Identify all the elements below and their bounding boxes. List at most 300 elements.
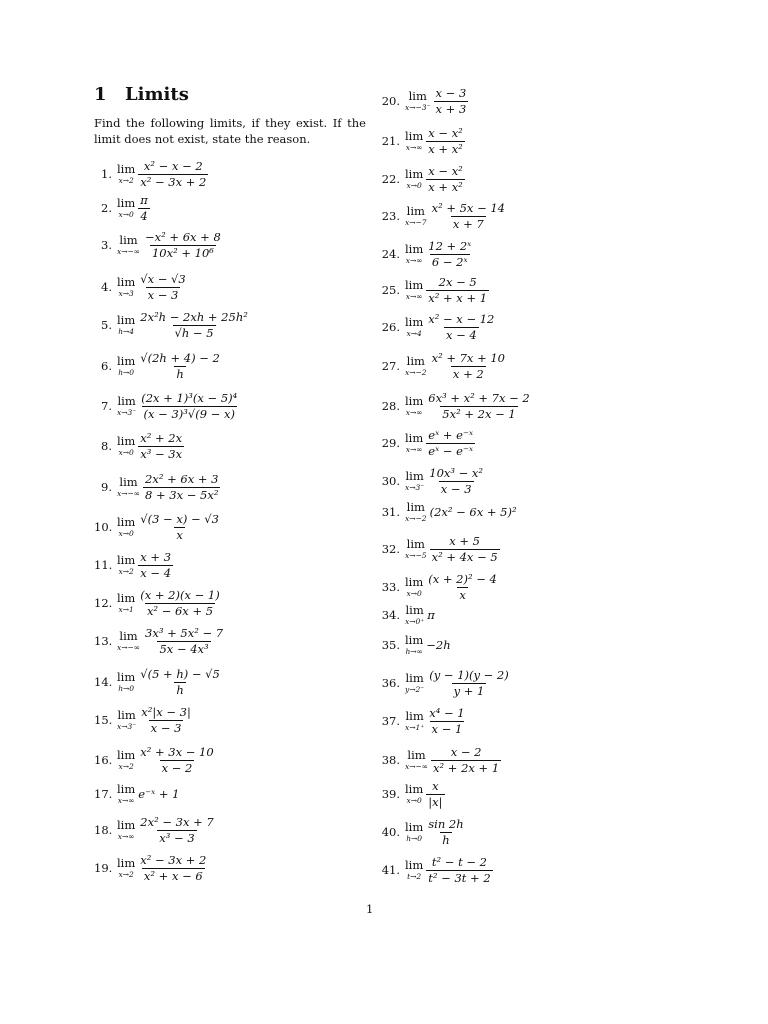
problem-number: 12.	[94, 596, 113, 610]
limit-subscript: x→0	[406, 795, 422, 805]
problem-item	[94, 193, 150, 223]
denominator: x	[176, 527, 183, 542]
numerator: √(2h + 4) − 2	[140, 350, 220, 365]
limit-subscript: x→−2	[405, 513, 427, 523]
problem-number: 34.	[381, 608, 400, 622]
lim-word: lim	[405, 431, 424, 445]
numerator: x − x²	[428, 163, 463, 178]
fraction	[138, 668, 222, 696]
denominator: x − 4	[140, 565, 172, 580]
limit-operator	[117, 164, 135, 184]
denominator: x² + 2x + 1	[433, 760, 500, 775]
problem-item	[94, 779, 180, 809]
lim-word: lim	[117, 670, 136, 684]
problem-item	[94, 705, 193, 735]
lim-word: lim	[117, 782, 136, 796]
problem-number: 37.	[381, 714, 400, 728]
lim-word: lim	[117, 354, 136, 368]
limit-subscript: t→2	[407, 871, 422, 881]
limit-operator	[117, 710, 136, 730]
numerator: √x − √3	[140, 271, 186, 286]
limit-operator	[117, 517, 135, 537]
denominator: t² − 3t + 2	[428, 870, 491, 885]
fraction	[426, 429, 475, 457]
problem-item	[372, 312, 496, 342]
limit-operator	[405, 280, 423, 300]
fraction	[143, 627, 225, 655]
numerator: (x + 2)(x − 1)	[140, 587, 220, 602]
fraction	[427, 669, 510, 697]
lim-word: lim	[405, 633, 424, 647]
limit-subscript: x→∞	[405, 291, 423, 301]
lim-word: lim	[117, 748, 136, 762]
problem-number: 6.	[101, 359, 112, 373]
limit-subscript: x→0⁺	[405, 616, 425, 626]
numerator: x⁴ − 1	[429, 705, 465, 720]
section-number: 1	[94, 84, 107, 105]
limit-operator	[405, 750, 428, 770]
lim-word: lim	[405, 709, 424, 723]
limit-operator	[117, 198, 135, 218]
fraction	[426, 240, 473, 268]
fraction	[426, 127, 465, 155]
limit-subscript: x→0	[118, 447, 134, 457]
limit-operator	[117, 672, 135, 692]
problem-number: 24.	[381, 247, 400, 261]
fraction	[426, 165, 465, 193]
numerator: 2x − 5	[438, 274, 477, 289]
numerator: 2x² + 6x + 3	[145, 471, 219, 486]
fraction	[139, 392, 239, 420]
limit-operator	[117, 396, 136, 416]
problem-number: 7.	[101, 399, 112, 413]
numerator: x² + 3x − 10	[140, 744, 214, 759]
numerator: x² + 2x	[140, 430, 183, 445]
limit-subscript: h→0	[118, 367, 135, 377]
fraction	[138, 432, 184, 460]
fraction	[426, 856, 492, 884]
limit-operator	[117, 593, 135, 613]
lim-word: lim	[405, 242, 424, 256]
numerator: x + 5	[449, 533, 480, 548]
lim-word: lim	[405, 167, 424, 181]
problem-item	[94, 230, 223, 260]
problem-number: 36.	[381, 676, 400, 690]
limit-operator	[405, 91, 431, 111]
limit-subscript: x→0	[406, 180, 422, 190]
numerator: √(5 + h) − √5	[140, 666, 220, 681]
numerator: eˣ + e⁻ˣ	[428, 427, 474, 442]
problem-item	[372, 86, 468, 116]
denominator: 4	[140, 208, 148, 223]
denominator: x + 2	[452, 366, 484, 381]
limit-operator	[405, 244, 423, 264]
denominator: √h − 5	[174, 325, 214, 340]
limit-subscript: x→−2	[405, 367, 427, 377]
denominator: x − 3	[150, 720, 182, 735]
lim-word: lim	[405, 129, 424, 143]
limit-subscript: x→−∞	[117, 246, 141, 256]
limit-subscript: x→∞	[405, 444, 423, 454]
limit-subscript: x→−5	[405, 550, 427, 560]
fraction	[138, 589, 221, 617]
denominator: 6 − 2ˣ	[431, 254, 468, 269]
denominator: h	[176, 682, 184, 697]
limit-operator	[405, 784, 423, 804]
limit-operator	[405, 206, 427, 226]
page-number: 1	[366, 902, 374, 916]
denominator: eˣ − e⁻ˣ	[428, 443, 474, 458]
limit-subscript: x→3	[118, 288, 134, 298]
limit-subscript: x→0	[406, 588, 422, 598]
problem-number: 10.	[94, 520, 113, 534]
problem-item	[94, 431, 184, 461]
denominator: x − 3	[147, 287, 179, 302]
problem-number: 4.	[101, 280, 112, 294]
limit-operator	[405, 822, 423, 842]
problem-number: 31.	[381, 505, 400, 519]
problem-number: 41.	[381, 863, 400, 877]
problem-item	[94, 853, 208, 883]
lim-word: lim	[405, 315, 424, 329]
problem-item	[94, 667, 222, 697]
denominator: x − 4	[445, 327, 477, 342]
problem-number: 30.	[381, 474, 400, 488]
fraction	[138, 746, 215, 774]
limit-operator	[117, 277, 135, 297]
lim-word: lim	[405, 858, 424, 872]
limit-subscript: x→3⁻	[117, 721, 137, 731]
problem-item	[372, 745, 501, 775]
lim-word: lim	[119, 233, 138, 247]
numerator: x²|x − 3|	[141, 704, 191, 719]
denominator: x³ − 3	[159, 830, 195, 845]
limit-operator	[117, 555, 135, 575]
problem-item	[372, 164, 465, 194]
numerator: sin 2h	[428, 816, 464, 831]
limit-subscript: x→−∞	[405, 761, 429, 771]
problem-number: 16.	[94, 753, 113, 767]
fraction	[431, 746, 501, 774]
problem-item	[94, 550, 173, 580]
fraction	[430, 352, 507, 380]
denominator: y + 1	[453, 683, 485, 698]
numerator: x² − x − 2	[143, 158, 203, 173]
problem-item	[94, 472, 220, 502]
lim-word: lim	[407, 748, 426, 762]
limit-operator	[117, 820, 135, 840]
lim-word: lim	[117, 515, 136, 529]
limit-operator	[405, 471, 424, 491]
section-title: Limits	[125, 84, 189, 105]
fraction	[138, 273, 187, 301]
limit-subscript: x→3⁻	[117, 407, 137, 417]
problem-item	[372, 534, 500, 564]
fraction	[138, 513, 221, 541]
numerator: x + 3	[140, 549, 172, 564]
denominator: x + 7	[452, 216, 484, 231]
limit-subscript: x→∞	[405, 255, 423, 265]
fraction	[426, 392, 531, 420]
denominator: x³ − 3x	[140, 446, 183, 461]
numerator: 3x³ + 5x² − 7	[145, 625, 224, 640]
numerator: x − 3	[435, 85, 467, 100]
numerator: t² − t − 2	[431, 854, 487, 869]
problem-item	[372, 572, 499, 602]
problem-number: 3.	[101, 238, 112, 252]
lim-word: lim	[406, 354, 425, 368]
limit-operator	[117, 356, 135, 376]
numerator: (2x + 1)³(x − 5)⁴	[141, 390, 238, 405]
problem-number: 2.	[101, 201, 112, 215]
denominator: |x|	[428, 794, 443, 809]
limit-subscript: x→∞	[117, 795, 135, 805]
problem-item	[94, 310, 250, 340]
problem-number: 13.	[94, 634, 113, 648]
lim-word: lim	[119, 475, 138, 489]
limit-subscript: x→0	[118, 528, 134, 538]
problem-number: 22.	[381, 172, 400, 186]
limit-operator	[117, 631, 140, 651]
limit-expression: e⁻ˣ + 1	[138, 787, 180, 801]
fraction	[143, 473, 220, 501]
problem-item	[372, 275, 489, 305]
problem-number: 1.	[101, 167, 112, 181]
numerator: x² − 3x + 2	[140, 852, 207, 867]
limit-operator	[405, 577, 423, 597]
problem-item	[372, 855, 493, 885]
limit-operator	[405, 539, 427, 559]
limit-subscript: x→2	[118, 761, 134, 771]
problem-number: 28.	[381, 399, 400, 413]
limit-subscript: x→1	[118, 604, 134, 614]
denominator: x − 1	[431, 721, 463, 736]
problem-item	[94, 745, 216, 775]
fraction	[426, 780, 444, 808]
fraction	[138, 816, 215, 844]
limit-operator	[405, 433, 423, 453]
numerator: x² − x − 12	[428, 311, 495, 326]
limit-operator	[405, 711, 424, 731]
lim-word: lim	[406, 204, 425, 218]
denominator: 5x − 4x³	[159, 641, 209, 656]
problem-item	[372, 126, 465, 156]
numerator: √(3 − x) − √3	[140, 511, 219, 526]
lim-word: lim	[117, 553, 136, 567]
limit-operator	[117, 858, 135, 878]
problem-item	[94, 588, 222, 618]
limit-subscript: x→−7	[405, 217, 427, 227]
denominator: x	[459, 587, 466, 602]
limit-operator	[405, 131, 423, 151]
limit-operator	[117, 750, 135, 770]
problem-item	[372, 351, 507, 381]
limit-operator	[405, 673, 424, 693]
lim-word: lim	[405, 469, 424, 483]
lim-word: lim	[405, 820, 424, 834]
problem-number: 17.	[94, 787, 113, 801]
numerator: x² + 5x − 14	[431, 200, 506, 215]
problem-item	[372, 779, 445, 809]
fraction	[138, 160, 208, 188]
limit-subscript: x→∞	[405, 407, 423, 417]
lim-word: lim	[119, 629, 138, 643]
problem-number: 14.	[94, 675, 113, 689]
numerator: 2x² − 3x + 7	[140, 814, 214, 829]
problem-item	[372, 391, 532, 421]
numerator: x² + 7x + 10	[431, 350, 506, 365]
fraction	[143, 231, 223, 259]
problem-item	[94, 512, 221, 542]
problem-number: 32.	[381, 542, 400, 556]
problem-number: 5.	[101, 318, 112, 332]
lim-word: lim	[117, 196, 136, 210]
numerator: x − 2	[450, 744, 482, 759]
problem-number: 11.	[94, 558, 113, 572]
fraction	[434, 87, 469, 115]
lim-word: lim	[117, 591, 136, 605]
limit-subscript: x→2	[118, 175, 134, 185]
lim-word: lim	[117, 313, 136, 327]
problem-number: 23.	[381, 209, 400, 223]
fraction	[427, 467, 485, 495]
limit-subscript: x→2	[118, 869, 134, 879]
problem-item	[372, 630, 451, 660]
fraction	[138, 551, 173, 579]
problem-item	[94, 272, 188, 302]
lim-word: lim	[117, 394, 136, 408]
denominator: x − 2	[161, 760, 193, 775]
fraction	[430, 202, 507, 230]
denominator: x² − 3x + 2	[140, 174, 207, 189]
limit-subscript: x→−∞	[117, 488, 141, 498]
lim-word: lim	[405, 603, 424, 617]
problem-item	[372, 706, 467, 736]
problem-item	[372, 668, 511, 698]
numerator: 6x³ + x² + 7x − 2	[428, 390, 530, 405]
problem-item	[94, 159, 208, 189]
numerator: π	[140, 192, 148, 207]
limit-operator	[117, 477, 140, 497]
problem-item	[372, 239, 473, 269]
fraction	[138, 352, 222, 380]
problem-item	[372, 600, 435, 630]
limit-operator	[405, 317, 423, 337]
limit-subscript: x→0	[118, 209, 134, 219]
numerator: x	[432, 778, 439, 793]
limit-operator	[405, 860, 423, 880]
limit-operator	[117, 784, 135, 804]
fraction	[138, 854, 208, 882]
lim-word: lim	[117, 434, 136, 448]
problem-number: 39.	[381, 787, 400, 801]
limit-operator	[405, 356, 427, 376]
denominator: x + x²	[428, 179, 463, 194]
denominator: x − 3	[440, 481, 472, 496]
fraction	[138, 194, 150, 222]
limit-operator	[405, 635, 423, 655]
limit-operator	[405, 169, 423, 189]
numerator: −x² + 6x + 8	[145, 229, 221, 244]
lim-word: lim	[405, 278, 424, 292]
lim-word: lim	[405, 394, 424, 408]
problem-number: 33.	[381, 580, 400, 594]
numerator: (y − 1)(y − 2)	[429, 667, 509, 682]
problem-item	[94, 815, 216, 845]
problem-number: 25.	[381, 283, 400, 297]
limit-operator	[405, 502, 427, 522]
lim-word: lim	[405, 671, 424, 685]
problem-number: 26.	[381, 320, 400, 334]
problem-item	[372, 466, 485, 496]
limit-subscript: x→−∞	[117, 642, 141, 652]
problem-number: 20.	[381, 94, 400, 108]
denominator: x + 3	[435, 101, 467, 116]
limit-subscript: h→0	[118, 683, 135, 693]
fraction	[430, 535, 500, 563]
limit-subscript: x→4	[406, 328, 422, 338]
fraction	[426, 573, 499, 601]
fraction	[426, 818, 465, 846]
numerator: 12 + 2ˣ	[428, 238, 472, 253]
denominator: x² + x − 6	[143, 868, 203, 883]
limit-operator	[117, 235, 140, 255]
numerator: 2x²h − 2xh + 25h²	[140, 309, 248, 324]
numerator: x − x²	[428, 125, 463, 140]
lim-word: lim	[408, 89, 427, 103]
limit-subscript: h→∞	[405, 646, 423, 656]
numerator: 10x³ − x²	[429, 465, 484, 480]
limit-operator	[117, 315, 135, 335]
problem-number: 18.	[94, 823, 113, 837]
problem-number: 35.	[381, 638, 400, 652]
limit-expression: π	[427, 608, 435, 622]
denominator: x² − 6x + 5	[146, 603, 214, 618]
limit-subscript: h→0	[406, 833, 423, 843]
problem-number: 40.	[381, 825, 400, 839]
problem-item	[372, 201, 507, 231]
lim-word: lim	[406, 537, 425, 551]
lim-word: lim	[405, 575, 424, 589]
limit-expression: (2x² − 6x + 5)²	[429, 505, 517, 519]
problem-item	[94, 626, 225, 656]
fraction	[139, 706, 193, 734]
limit-subscript: x→−3⁻	[405, 102, 431, 112]
denominator: x² + x + 1	[428, 290, 488, 305]
denominator: (x − 3)³√(9 − x)	[143, 406, 235, 421]
problem-number: 21.	[381, 134, 400, 148]
problem-number: 8.	[101, 439, 112, 453]
denominator: 5x² + 2x − 1	[442, 406, 516, 421]
limit-operator	[405, 396, 423, 416]
limit-subscript: x→1⁺	[405, 722, 425, 732]
fraction	[426, 313, 496, 341]
limit-operator	[405, 605, 424, 625]
lim-word: lim	[117, 818, 136, 832]
problem-number: 38.	[381, 753, 400, 767]
fraction	[138, 311, 250, 339]
denominator: h	[442, 832, 450, 847]
limit-subscript: x→∞	[405, 142, 423, 152]
lim-word: lim	[117, 275, 136, 289]
limit-operator	[117, 436, 135, 456]
denominator: 8 + 3x − 5x²	[145, 487, 219, 502]
limit-subscript: x→3⁻	[405, 482, 425, 492]
limit-subscript: x→∞	[117, 831, 135, 841]
problem-item	[372, 817, 466, 847]
lim-word: lim	[117, 856, 136, 870]
problem-item	[372, 497, 517, 527]
